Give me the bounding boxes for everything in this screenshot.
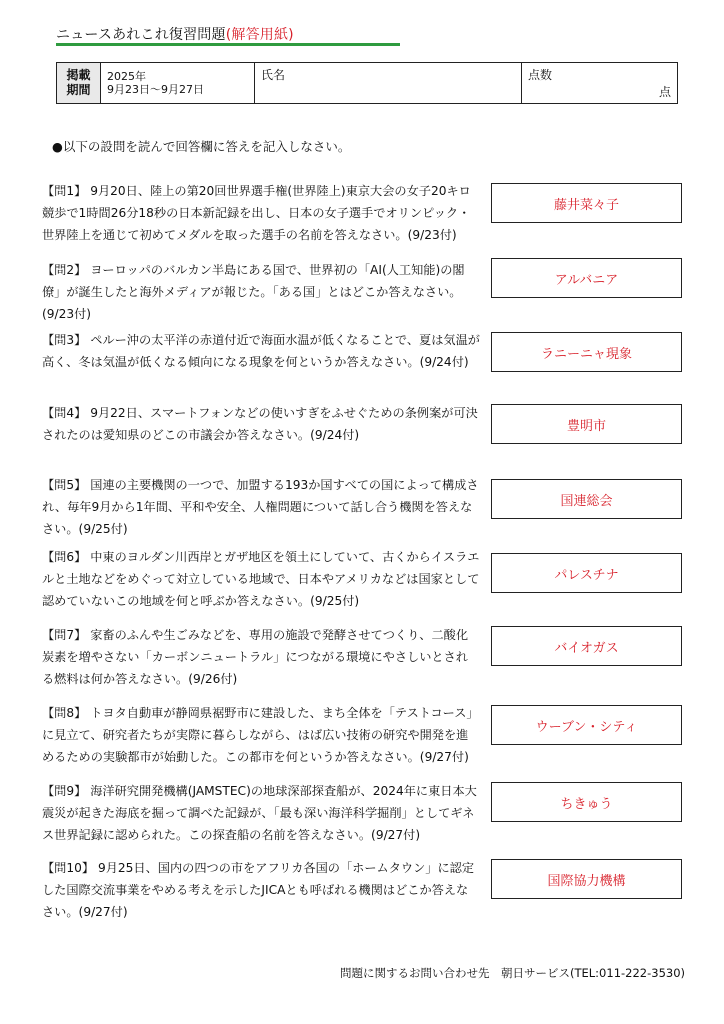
question-1: 【問1】 9月20日、陸上の第20回世界選手権(世界陸上)東京大会の女子20キロ競歩で1時間26分18秒の日本新記録を出し、日本の女子選手でオリンピック・世界陸上を通じて初めてメダルを取った選手の名前を答えなさい。(9/23付) (42, 184, 471, 242)
title-underline (56, 43, 400, 46)
answer-box-5[interactable]: 国連総会 (491, 479, 682, 519)
answer-box-6[interactable]: パレスチナ (491, 553, 682, 593)
answer-box-4[interactable]: 豊明市 (491, 404, 682, 444)
question-7: 【問7】 家畜のふんや生ごみなどを、専用の施設で発酵させてつくり、二酸化炭素を増やさない「カーボンニュートラル」につながる環境にやさしいとされる燃料は何か答えなさい。(9/26付) (42, 628, 469, 686)
score-label: 点数 (528, 68, 553, 82)
page-title-sub: (解答用紙) (225, 27, 294, 43)
answer-box-2[interactable]: アルバニア (491, 258, 682, 298)
instruction: ●以下の設問を読んで回答欄に答えを記入しなさい。 (52, 139, 351, 154)
period-dates (101, 63, 255, 103)
period-year: 2025年 (107, 70, 146, 83)
period-label-line1: 掲載 (66, 68, 91, 82)
question-9: 【問9】 海洋研究開発機構(JAMSTEC)の地球深部探査船が、2024年に東日本大震災が起きた海底を掘って調べた記録が、「最も深い海洋科学掘削」としてギネス世界記録に認められた。この探査船の名前を答えなさい。(9/27付) (42, 784, 477, 842)
question-6: 【問6】 中東のヨルダン川西岸とガザ地区を領土にしていて、古くからイスラエルと土地などをめぐって対立している地域で、日本やアメリカなどは国家として認めていないこの地域を何と呼ぶか答えなさい。(9/25付) (42, 550, 480, 608)
question-8: 【問8】 トヨタ自動車が静岡県裾野市に建設した、まち全体を「テストコース」に見立て、研究者たちが実際に暮らしながら、はば広い技術の研究や開発を進めるための実験都市が始動した。この都市を何というか答えなさい。(9/27付) (42, 706, 479, 764)
answer-box-3[interactable]: ラニーニャ現象 (491, 332, 682, 372)
name-field[interactable] (255, 63, 522, 103)
page-title-main: ニュースあれこれ復習問題 (56, 27, 226, 43)
answer-box-8[interactable]: ウーブン・シティ (491, 705, 682, 745)
answer-box-7[interactable]: バイオガス (491, 626, 682, 666)
answer-box-9[interactable]: ちきゅう (491, 782, 682, 822)
period-label (57, 63, 101, 103)
score-unit: 点 (658, 85, 671, 99)
question-10: 【問10】 9月25日、国内の四つの市をアフリカ各国の「ホームタウン」に認定した国際交流事業をやめる考えを示したJICAとも呼ばれる機関はどこか答えなさい。(9/27付) (42, 861, 475, 919)
answer-box-10[interactable]: 国際協力機構 (491, 859, 682, 899)
period-label-line2: 期間 (66, 83, 91, 97)
answer-box-1[interactable]: 藤井菜々子 (491, 183, 682, 223)
info-table (56, 62, 678, 104)
question-4: 【問4】 9月22日、スマートフォンなどの使いすぎをふせぐための条例案が可決されたのは愛知県のどこの市議会か答えなさい。(9/24付) (42, 406, 478, 442)
name-label: 氏名 (261, 68, 286, 82)
score-field[interactable] (522, 63, 677, 103)
page-title (56, 24, 294, 44)
question-2: 【問2】 ヨーロッパのバルカン半島にある国で、世界初の「AI(人工知能)の閣僚」が誕生したと海外メディアが報じた。「ある国」とはどこか答えなさい。(9/23付) (42, 263, 465, 321)
period-range: 9月23日～9月27日 (107, 83, 204, 96)
contact-footer: 問題に関するお問い合わせ先 朝日サービス(TEL:011-222-3530) (340, 966, 686, 980)
question-5: 【問5】 国連の主要機関の一つで、加盟する193か国すべての国によって構成され、毎年9月から1年間、平和や安全、人権問題について話し合う機関を答えなさい。(9/25付) (42, 478, 479, 536)
question-3: 【問3】 ペルー沖の太平洋の赤道付近で海面水温が低くなることで、夏は気温が高く、冬は気温が低くなる傾向になる現象を何というか答えなさい。(9/24付) (42, 333, 480, 369)
